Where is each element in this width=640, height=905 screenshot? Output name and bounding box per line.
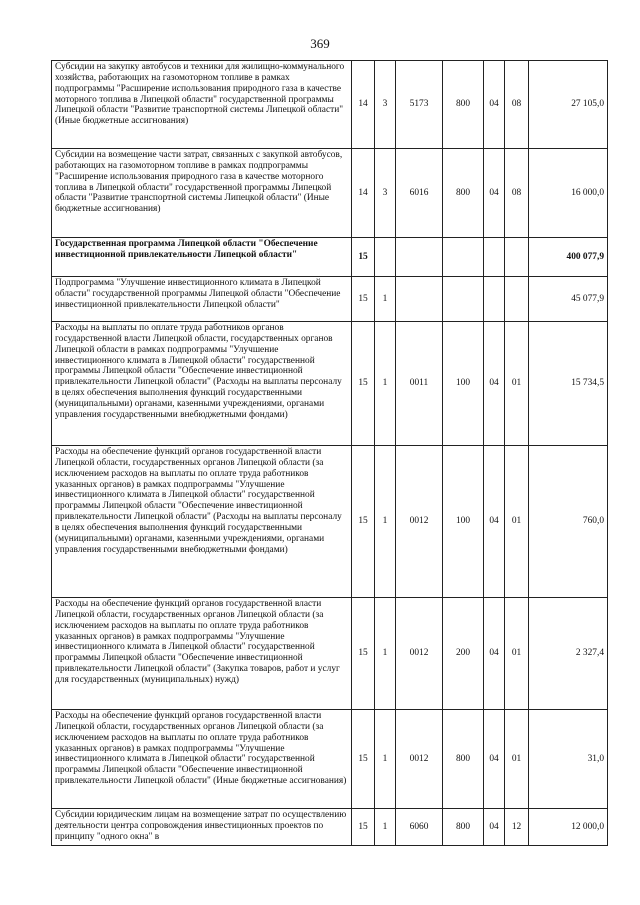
expense-type-code: 100 <box>443 322 484 446</box>
program-code: 15 <box>352 277 375 322</box>
row-description: Субсидии на возмещение части затрат, связанных с закупкой автобусов, работающих на газомоторном топливе в рамках подпрограммы "Расширение использования природного газа в качестве моторного топлива в Липецкой области" государственной программы Липецкой области "Развитие транспортной системы Липецкой области" (Иные бюджетные ассигнования) <box>52 149 352 238</box>
subsection-code <box>505 238 529 277</box>
section-code: 04 <box>484 710 505 809</box>
section-code: 04 <box>484 446 505 598</box>
subprogram-code: 1 <box>375 446 396 598</box>
subsection-code: 01 <box>505 446 529 598</box>
expense-code <box>396 277 443 322</box>
subsection-code: 01 <box>505 322 529 446</box>
expense-type-code: 800 <box>443 61 484 149</box>
program-code: 15 <box>352 446 375 598</box>
section-code <box>484 277 505 322</box>
expense-type-code: 800 <box>443 149 484 238</box>
program-code: 15 <box>352 598 375 710</box>
subsection-code: 01 <box>505 710 529 809</box>
subprogram-code: 3 <box>375 61 396 149</box>
row-description: Расходы на обеспечение функций органов государственной власти Липецкой области, государственных органов Липецкой области (за исключением расходов на выплаты по оплате труда работников указанных органов) в рамках подпрограммы "Улучшение инвестиционного климата в Липецкой области" государственной программы Липецкой области "Обеспечение инвестиционной привлекательности Липецкой области" (Иные бюджетные ассигнования) <box>52 710 352 809</box>
amount: 15 734,5 <box>529 322 608 446</box>
row-description: Государственная программа Липецкой области "Обеспечение инвестиционной привлекательности Липецкой области" <box>52 238 352 277</box>
expense-type-code: 200 <box>443 598 484 710</box>
expense-type-code: 800 <box>443 809 484 846</box>
subprogram-code: 1 <box>375 710 396 809</box>
row-description: Субсидии юридическим лицам на возмещение затрат по осуществлению деятельности центра сопровождения инвестиционных проектов по принципу "одного окна" в <box>52 809 352 846</box>
subprogram-code: 1 <box>375 277 396 322</box>
expense-type-code <box>443 238 484 277</box>
subsection-code: 01 <box>505 598 529 710</box>
table-row <box>52 322 608 446</box>
expense-type-code <box>443 277 484 322</box>
expense-type-code: 100 <box>443 446 484 598</box>
subprogram-code <box>375 238 396 277</box>
row-description: Субсидии на закупку автобусов и техники для жилищно-коммунального хозяйства, работающих на газомоторном топливе в рамках подпрограммы "Расширение использования природного газа в качестве моторного топлива в Липецкой области" государственной программы Липецкой области "Развитие транспортной системы Липецкой области" (Иные бюджетные ассигнования) <box>52 61 352 149</box>
section-code <box>484 238 505 277</box>
table-row <box>52 277 608 322</box>
amount: 16 000,0 <box>529 149 608 238</box>
amount: 400 077,9 <box>529 238 608 277</box>
program-code: 15 <box>352 809 375 846</box>
page-number: 369 <box>310 36 330 51</box>
table-row <box>52 809 608 846</box>
subsection-code: 08 <box>505 149 529 238</box>
amount: 760,0 <box>529 446 608 598</box>
program-code: 14 <box>352 61 375 149</box>
expense-code: 6016 <box>396 149 443 238</box>
program-code: 15 <box>352 710 375 809</box>
expense-code: 6060 <box>396 809 443 846</box>
table-row <box>52 598 608 710</box>
amount: 27 105,0 <box>529 61 608 149</box>
expense-type-code: 800 <box>443 710 484 809</box>
table-row <box>52 238 608 277</box>
program-code: 15 <box>352 322 375 446</box>
budget-table-body <box>52 61 608 846</box>
budget-table <box>51 60 608 846</box>
subprogram-code: 1 <box>375 322 396 446</box>
table-row <box>52 61 608 149</box>
subsection-code <box>505 277 529 322</box>
expense-code: 0012 <box>396 710 443 809</box>
table-row <box>52 710 608 809</box>
amount: 45 077,9 <box>529 277 608 322</box>
section-code: 04 <box>484 809 505 846</box>
subprogram-code: 3 <box>375 149 396 238</box>
section-code: 04 <box>484 61 505 149</box>
subprogram-code: 1 <box>375 598 396 710</box>
row-description: Расходы на обеспечение функций органов государственной власти Липецкой области, государственных органов Липецкой области (за исключением расходов на выплаты по оплате труда работников указанных органов) в рамках подпрограммы "Улучшение инвестиционного климата в Липецкой области" государственной программы Липецкой области "Обеспечение инвестиционной привлекательности Липецкой области" (Расходы на выплаты персоналу в целях обеспечения выполнения функций государственными (муниципальными) органами, казенными учреждениями, органами управления государственными внебюджетными фондами) <box>52 446 352 598</box>
expense-code <box>396 238 443 277</box>
row-description: Подпрограмма "Улучшение инвестиционного климата в Липецкой области" государственной программы Липецкой области "Обеспечение инвестиционной привлекательности Липецкой области" <box>52 277 352 322</box>
expense-code: 5173 <box>396 61 443 149</box>
expense-code: 0012 <box>396 598 443 710</box>
subprogram-code: 1 <box>375 809 396 846</box>
section-code: 04 <box>484 322 505 446</box>
program-code: 15 <box>352 238 375 277</box>
section-code: 04 <box>484 149 505 238</box>
amount: 31,0 <box>529 710 608 809</box>
row-description: Расходы на выплаты по оплате труда работников органов государственной власти Липецкой области, государственных органов Липецкой области в рамках подпрограммы "Улучшение инвестиционного климата в Липецкой области" государственной программы Липецкой области "Обеспечение инвестиционной привлекательности Липецкой области" (Расходы на выплаты персоналу в целях обеспечения выполнения функций государственными (муниципальными) органами, казенными учреждениями, органами управления государственными внебюджетными фондами) <box>52 322 352 446</box>
subsection-code: 12 <box>505 809 529 846</box>
expense-code: 0011 <box>396 322 443 446</box>
table-row <box>52 446 608 598</box>
section-code: 04 <box>484 598 505 710</box>
table-row <box>52 149 608 238</box>
amount: 12 000,0 <box>529 809 608 846</box>
amount: 2 327,4 <box>529 598 608 710</box>
program-code: 14 <box>352 149 375 238</box>
expense-code: 0012 <box>396 446 443 598</box>
row-description: Расходы на обеспечение функций органов государственной власти Липецкой области, государственных органов Липецкой области (за исключением расходов на выплаты по оплате труда работников указанных органов) в рамках подпрограммы "Улучшение инвестиционного климата в Липецкой области" государственной программы Липецкой области "Обеспечение инвестиционной привлекательности Липецкой области" (Закупка товаров, работ и услуг для государственных (муниципальных) нужд) <box>52 598 352 710</box>
subsection-code: 08 <box>505 61 529 149</box>
